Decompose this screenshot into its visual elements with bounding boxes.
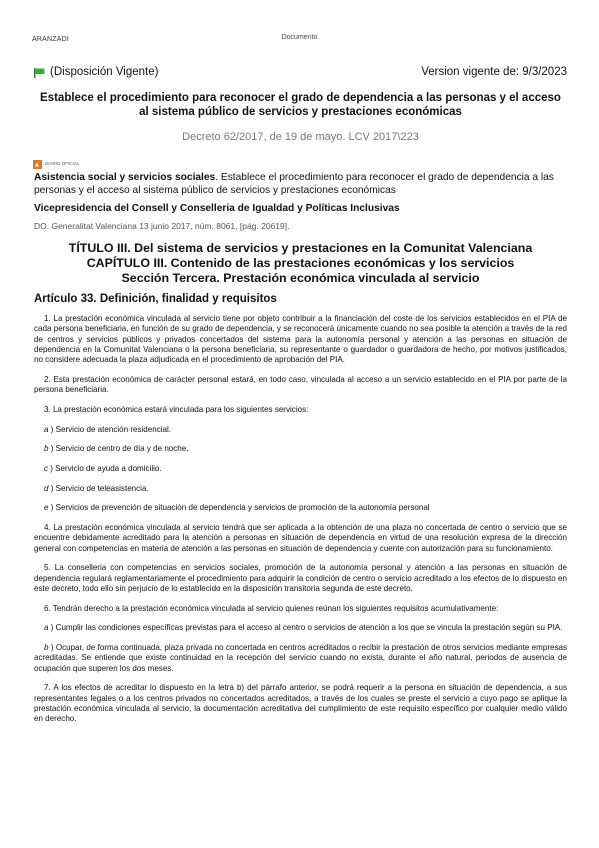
- paragraph-letter: e: [44, 503, 51, 513]
- document-title: Establece el procedimiento para reconocer el grado de dependencia a las personas y el acceso al sistema público de servicios y prestaciones económicas: [40, 92, 561, 118]
- article-paragraph: [34, 523, 567, 554]
- paragraph-text: ) Servicio de centro de día y de noche.: [50, 444, 189, 454]
- paragraph-text: ) Servicios de prevención de situación de dependencia y servicios de promoción de la autonomía personal: [50, 503, 430, 513]
- article-paragraph: [34, 604, 567, 614]
- paragraph-text: 5. La conselleria con competencias en servicios sociales, promoción de la autonomía personal y atención a las personas en situación de dependencia regulará reglamentariamente el procedimiento para adquirir la condición de centro o servicio acreditado a los efectos de lo dispuesto en este decreto, todo ello sin perjuicio de lo establecido en la disposición transitoria segunda de este decreto.: [34, 563, 567, 593]
- article-paragraph: [34, 683, 567, 724]
- paragraph-text: 2. Esta prestación económica de carácter personal estará, en todo caso, vinculada al acceso a un servicio establecido en el PIA por parte de la persona beneficiaria.: [34, 374, 567, 395]
- titulo-heading: TÍTULO III. Del sistema de servicios y prestaciones en la Comunitat Valenciana: [68, 241, 533, 255]
- summary-text: . Establece el procedimiento para reconocer el grado de dependencia a las personas y el acceso al sistema público de servicios y prestaciones económicas: [34, 172, 554, 196]
- flag-icon: [34, 68, 45, 78]
- paragraph-text: 7. A los efectos de acreditar lo dispuesto en la letra b) del párrafo anterior, se podrá requerir a la persona en situación de dependencia, a sus representantes legales o a los centros privados no concertados acreditados, a través de los cuales se preste el servicio a cuyo pago se aplique la prestación económica vinculada al servicio, la documentación acreditativa del cumplimiento de este requisito específico por cualquier medio válido en derecho.: [34, 683, 567, 724]
- source-logo-text: DIARIO OFICIAL: [45, 161, 80, 166]
- article-body: [34, 314, 567, 734]
- article-paragraph: [34, 563, 567, 594]
- capitulo-heading: CAPÍTULO III. Contenido de las prestaciones económicas y los servicios: [86, 256, 515, 270]
- article-paragraph: [34, 484, 567, 494]
- paragraph-letter: d: [44, 483, 51, 493]
- status-label: (Disposición Vigente): [50, 66, 159, 78]
- gazette-icon: [33, 160, 42, 169]
- article-paragraph: [34, 375, 567, 396]
- article-title: Artículo 33. Definición, finalidad y requisitos: [34, 293, 277, 305]
- article-paragraph: [34, 503, 567, 513]
- publication-reference: DO. Generalitat Valenciana 13 junio 2017, núm. 8061, [pág. 20619].: [34, 221, 290, 231]
- version-date: Version vigente de: 9/3/2023: [421, 66, 567, 78]
- paragraph-letter: c: [44, 463, 51, 473]
- article-paragraph: [34, 314, 567, 365]
- paragraph-letter: a: [44, 623, 51, 633]
- article-paragraph: [34, 643, 567, 674]
- paragraph-letter: b: [44, 444, 51, 454]
- status-row: [34, 66, 567, 80]
- paragraph-text: ) Servicio de atención residencial.: [50, 424, 172, 434]
- seccion-heading: Sección Tercera. Prestación económica vinculada al servicio: [121, 271, 480, 285]
- brand-logo-text: ARANZADI: [32, 36, 69, 43]
- paragraph-text: 3. La prestación económica estará vinculada para los siguientes servicios:: [44, 404, 309, 414]
- paragraph-text: 4. La prestación económica vinculada al servicio tendrá que ser aplicada a la obtención de una plaza no concertada de centro o servicio que se encuentre debidamente acreditado para la atención a personas en situación de dependencia en virtud de una resolución expresa de la dirección general con competencias en materia de atención a las personas en situación de dependencia y cuente con autorización para su funcionamiento.: [34, 522, 567, 553]
- paragraph-letter: b: [44, 642, 51, 652]
- paragraph-text: 6. Tendrán derecho a la prestación económica vinculada al servicio quienes reúnan los siguientes requisitos acumulativamente:: [44, 603, 499, 613]
- article-paragraph: [34, 425, 567, 435]
- article-paragraph: [34, 405, 567, 415]
- article-paragraph: [34, 444, 567, 454]
- article-paragraph: [34, 623, 567, 633]
- summary-topic: Asistencia social y servicios sociales: [34, 172, 216, 183]
- document-label: Documento: [281, 34, 318, 41]
- summary: [34, 171, 567, 197]
- paragraph-text: ) Servicio de teleasistencia.: [50, 483, 149, 493]
- article-paragraph: [34, 464, 567, 474]
- paragraph-text: ) Ocupar, de forma continuada, plaza privada no concertada en centros acreditados o recibir la prestación de otros servicios mediante empresas acreditadas. Se entiende que existe continuidad en la recepción del servicio cuando no exista, durante el año natural, periodos de ausencia de ocupación que superen los dos meses.: [34, 642, 567, 673]
- issuing-department: Vicepresidencia del Consell y Conselleria de Igualdad y Políticas Inclusivas: [34, 203, 400, 214]
- paragraph-text: ) Cumplir las condiciones específicas previstas para el acceso al centro o servicios de atención a los que se vincula la prestación según su PIA.: [50, 623, 563, 633]
- paragraph-text: 1. La prestación económica vinculada al servicio tiene por objeto contribuir a la financiación del coste de los servicios establecidos en el PIA de cada persona beneficiaria, en función de su grado de dependencia, y se reconocerá únicamente cuando no sea posible la atención a través de la red de centros y servicios públicos y privados concertados del sistema para la autonomía personal y atención a las personas en situación de dependencia en la Comunitat Valenciana o la persona beneficiaria, su representante o guardador o guardadora de hecho, por motivos justificados, no considere adecuada la plaza adjudicada en el procedimiento de aprobación del PIA.: [34, 314, 567, 365]
- paragraph-letter: a: [44, 424, 51, 434]
- section-headings: [34, 241, 567, 286]
- decree-reference: Decreto 62/2017, de 19 de mayo. LCV 2017\223: [182, 131, 419, 143]
- paragraph-text: ) Servicio de ayuda a domicilio.: [50, 463, 162, 473]
